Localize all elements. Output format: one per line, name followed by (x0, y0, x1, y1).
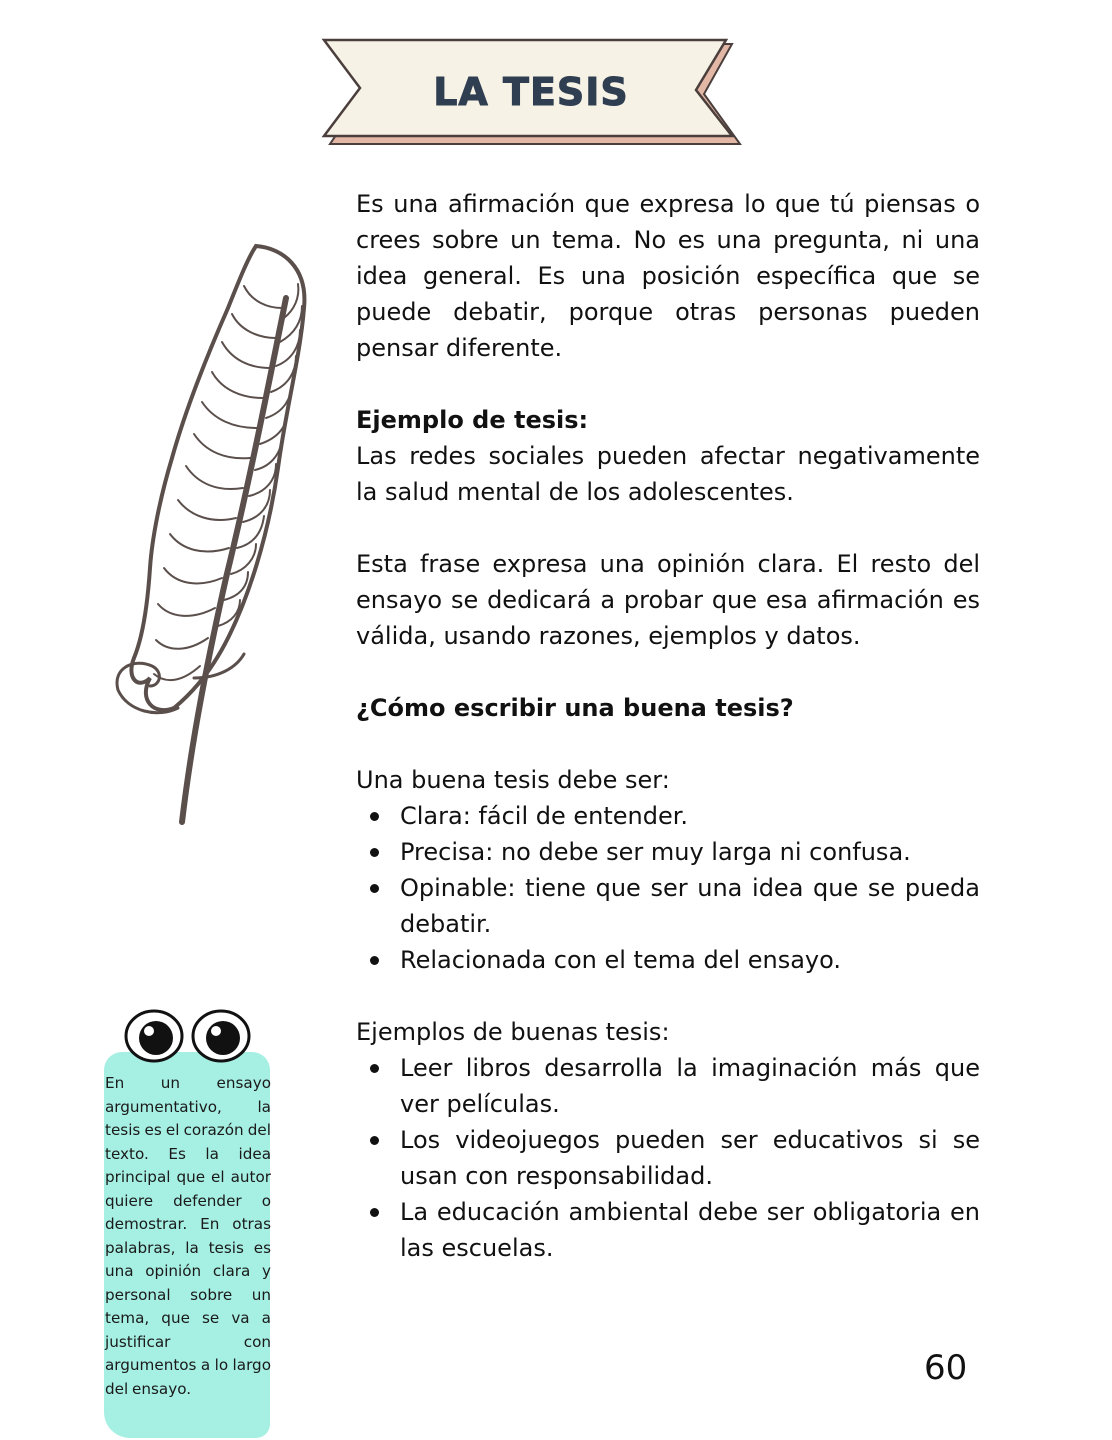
how-to-lead: Una buena tesis debe ser: (356, 766, 670, 794)
page-title: LA TESIS (433, 70, 629, 114)
main-content (356, 186, 980, 1266)
list-item: La educación ambiental debe ser obligatoria en las escuelas. (356, 1194, 980, 1266)
note-text: En un ensayo argumentativo, la tesis es el corazón del texto. Es la idea principal que el autor quiere defender o demostrar. En otras palabras, la tesis es una opinión clara y personal sobre un tema, que se va a justificar con argumentos a lo largo del ensayo. (105, 1074, 271, 1398)
how-to-heading: ¿Cómo escribir una buena tesis? (356, 694, 794, 722)
page-number: 60 (924, 1348, 968, 1388)
list-item: Opinable: tiene que ser una idea que se pueda debatir. (356, 870, 980, 942)
list-item: Leer libros desarrolla la imaginación más que ver películas. (356, 1050, 980, 1122)
list-item: Relacionada con el tema del ensayo. (356, 942, 980, 978)
explanation-paragraph: Esta frase expresa una opinión clara. El resto del ensayo se dedicará a probar que esa afirmación es válida, usando razones, ejemplos y datos. (356, 550, 980, 650)
list-item: Precisa: no debe ser muy larga ni confusa. (356, 834, 980, 870)
qualities-list (356, 798, 980, 978)
intro-paragraph: Es una afirmación que expresa lo que tú piensas o crees sobre un tema. No es una pregunta, ni una idea general. Es una posición específica que se puede debatir, porque otras personas pueden pensar diferente. (356, 190, 980, 362)
example-heading: Ejemplo de tesis: (356, 406, 589, 434)
feather-icon (108, 238, 318, 828)
examples-lead: Ejemplos de buenas tesis: (356, 1018, 670, 1046)
list-item: Clara: fácil de entender. (356, 798, 980, 834)
examples-list (356, 1050, 980, 1266)
example-text: Las redes sociales pueden afectar negativamente la salud mental de los adolescentes. (356, 442, 980, 506)
list-item: Los videojuegos pueden ser educativos si se usan con responsabilidad. (356, 1122, 980, 1194)
googly-eyes-icon (122, 1006, 256, 1064)
title-banner (318, 36, 744, 148)
